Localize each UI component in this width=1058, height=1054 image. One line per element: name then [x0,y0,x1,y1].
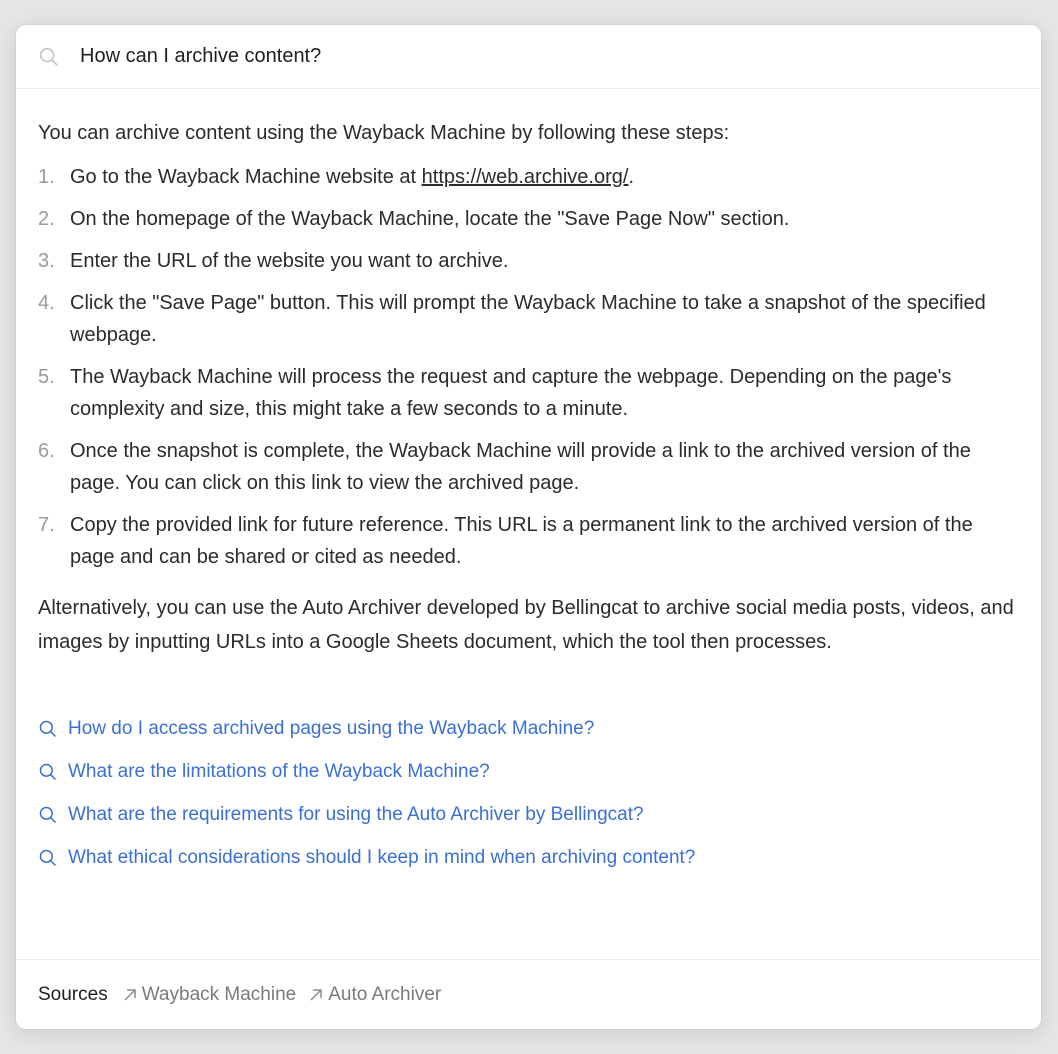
search-input[interactable] [80,45,980,68]
list-item [38,203,1021,235]
list-item [38,287,1021,351]
search-icon [38,46,60,68]
step-text [70,161,1021,193]
related-question-label: How do I access archived pages using the Wayback Machine? [68,717,595,739]
list-item [38,245,1021,277]
list-item [38,361,1021,425]
related-question-label: What ethical considerations should I keep in mind when archiving content? [68,846,696,868]
step-text-after: . [628,166,634,188]
steps-list [38,161,1021,573]
step-text: On the homepage of the Wayback Machine, locate the "Save Page Now" section. [70,208,790,230]
step-text-before: Go to the Wayback Machine website at [70,166,422,188]
step-number: 1. [38,166,55,188]
sources-footer [16,959,1041,1029]
step-number: 6. [38,440,55,462]
source-label: Auto Archiver [328,983,442,1005]
step-number: 4. [38,292,55,314]
step-number: 7. [38,514,55,536]
source-link-wayback[interactable] [122,984,297,1006]
related-question-label: What are the limitations of the Wayback Machine? [68,760,490,782]
arrow-up-right-icon [308,987,324,1003]
list-item [38,435,1021,499]
search-icon [38,719,58,739]
sources-label: Sources [38,983,108,1005]
step-number: 5. [38,366,55,388]
answer-panel [16,25,1041,1029]
list-item [38,161,1021,193]
step-number: 2. [38,208,55,230]
step-text: Click the "Save Page" button. This will prompt the Wayback Machine to take a snapshot of the specified webpage. [70,292,986,346]
source-label: Wayback Machine [141,983,297,1005]
list-item [38,509,1021,573]
step-text: The Wayback Machine will process the request and capture the webpage. Depending on the page's complexity and size, this might take a few seconds to a minute. [70,366,952,420]
search-bar [16,25,1041,89]
step-text: Enter the URL of the website you want to archive. [70,250,509,272]
answer-outro: Alternatively, you can use the Auto Archiver developed by Bellingcat to archive social media posts, videos, and images by inputting URLs into a Google Sheets document, which the tool then processes. [38,597,1014,653]
related-question[interactable] [38,793,1041,836]
related-question-label: What are the requirements for using the Auto Archiver by Bellingcat? [68,803,644,825]
related-questions [16,707,1041,879]
wayback-link[interactable]: https://web.archive.org/ [421,166,629,188]
related-question[interactable] [38,750,1041,793]
arrow-up-right-icon [122,987,138,1003]
search-icon [38,805,58,825]
step-text: Once the snapshot is complete, the Wayback Machine will provide a link to the archived version of the page. You can click on this link to view the archived page. [70,440,971,494]
search-icon [38,762,58,782]
source-link-auto-archiver[interactable] [308,984,441,1006]
answer-intro: You can archive content using the Wayback Machine by following these steps: [38,122,730,144]
step-text: Copy the provided link for future reference. This URL is a permanent link to the archived version of the page and can be shared or cited as needed. [70,514,973,568]
related-question[interactable] [38,836,1041,879]
search-icon [38,848,58,868]
answer-body [16,89,1041,659]
step-number: 3. [38,250,55,272]
related-question[interactable] [38,707,1041,750]
